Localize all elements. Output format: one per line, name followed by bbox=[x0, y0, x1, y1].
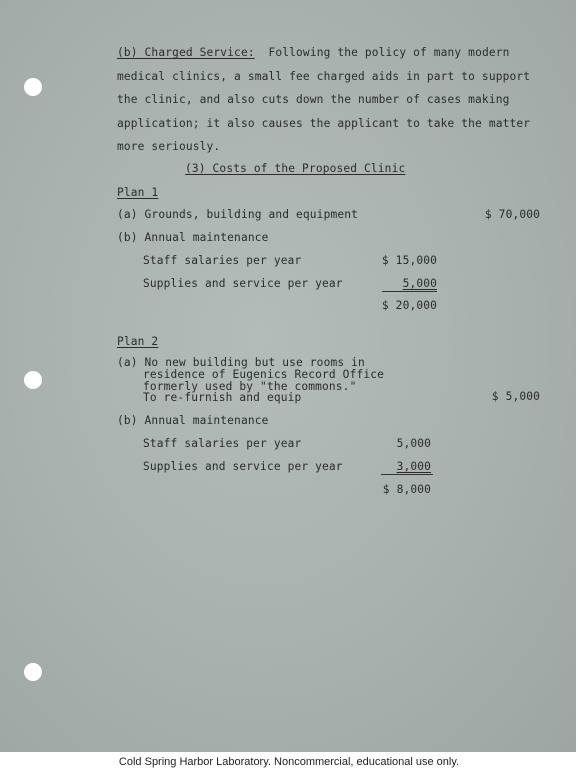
plan-1-staff-amount: $ 15,000 bbox=[381, 254, 437, 267]
plan-2-supplies-label: Supplies and service per year bbox=[143, 460, 343, 473]
plan-1-supplies-amount: 5,000 bbox=[402, 277, 437, 290]
plan-2-item-a-line-3: formerly used by "the commons." bbox=[143, 380, 357, 393]
paragraph-line-5: more seriously. bbox=[117, 140, 221, 153]
paragraph-line-1-text: Following the policy of many modern bbox=[268, 46, 510, 59]
punch-hole bbox=[24, 371, 42, 389]
plan-1-title: Plan 1 bbox=[117, 186, 159, 199]
plan-2-sum-rule bbox=[381, 474, 433, 475]
plan-2-item-b: (b) Annual maintenance bbox=[117, 414, 269, 427]
plan-1-staff-label: Staff salaries per year bbox=[143, 254, 302, 267]
plan-1-total: $ 20,000 bbox=[381, 299, 437, 312]
footer-notice: Cold Spring Harbor Laboratory. Noncommercial, educational use only. bbox=[118, 756, 460, 768]
plan-2-staff-amount: 5,000 bbox=[396, 437, 431, 450]
plan-2-item-a-line-2: residence of Eugenics Record Office bbox=[143, 368, 384, 381]
plan-1-supplies-label: Supplies and service per year bbox=[143, 277, 343, 290]
plan-2-total: $ 8,000 bbox=[382, 483, 431, 496]
plan-1-sum-rule bbox=[382, 291, 437, 292]
paragraph-line-4: application; it also causes the applicant to take the matter bbox=[117, 117, 531, 130]
plan-1-item-a: (a) Grounds, building and equipment bbox=[117, 208, 358, 221]
plan-2-item-a-amount: $ 5,000 bbox=[491, 390, 540, 403]
plan-2-staff-label: Staff salaries per year bbox=[143, 437, 302, 450]
plan-1-item-a-amount: $ 70,000 bbox=[484, 208, 540, 221]
plan-2-title: Plan 2 bbox=[117, 335, 159, 348]
punch-hole bbox=[24, 663, 42, 681]
punch-hole bbox=[24, 78, 42, 96]
plan-1-item-b: (b) Annual maintenance bbox=[117, 231, 269, 244]
plan-2-item-a-line-4: To re-furnish and equip bbox=[143, 391, 302, 404]
paragraph-line-1 bbox=[117, 46, 510, 59]
section-title: (3) Costs of the Proposed Clinic bbox=[185, 162, 406, 175]
plan-2-item-a-line-1: (a) No new building but use rooms in bbox=[117, 356, 365, 369]
paragraph-line-3: the clinic, and also cuts down the number of cases making bbox=[117, 93, 510, 106]
plan-2-supplies-amount: 3,000 bbox=[396, 460, 431, 473]
paragraph-line-2: medical clinics, a small fee charged aids in part to support bbox=[117, 70, 531, 83]
charged-service-heading: (b) Charged Service: bbox=[117, 46, 255, 59]
